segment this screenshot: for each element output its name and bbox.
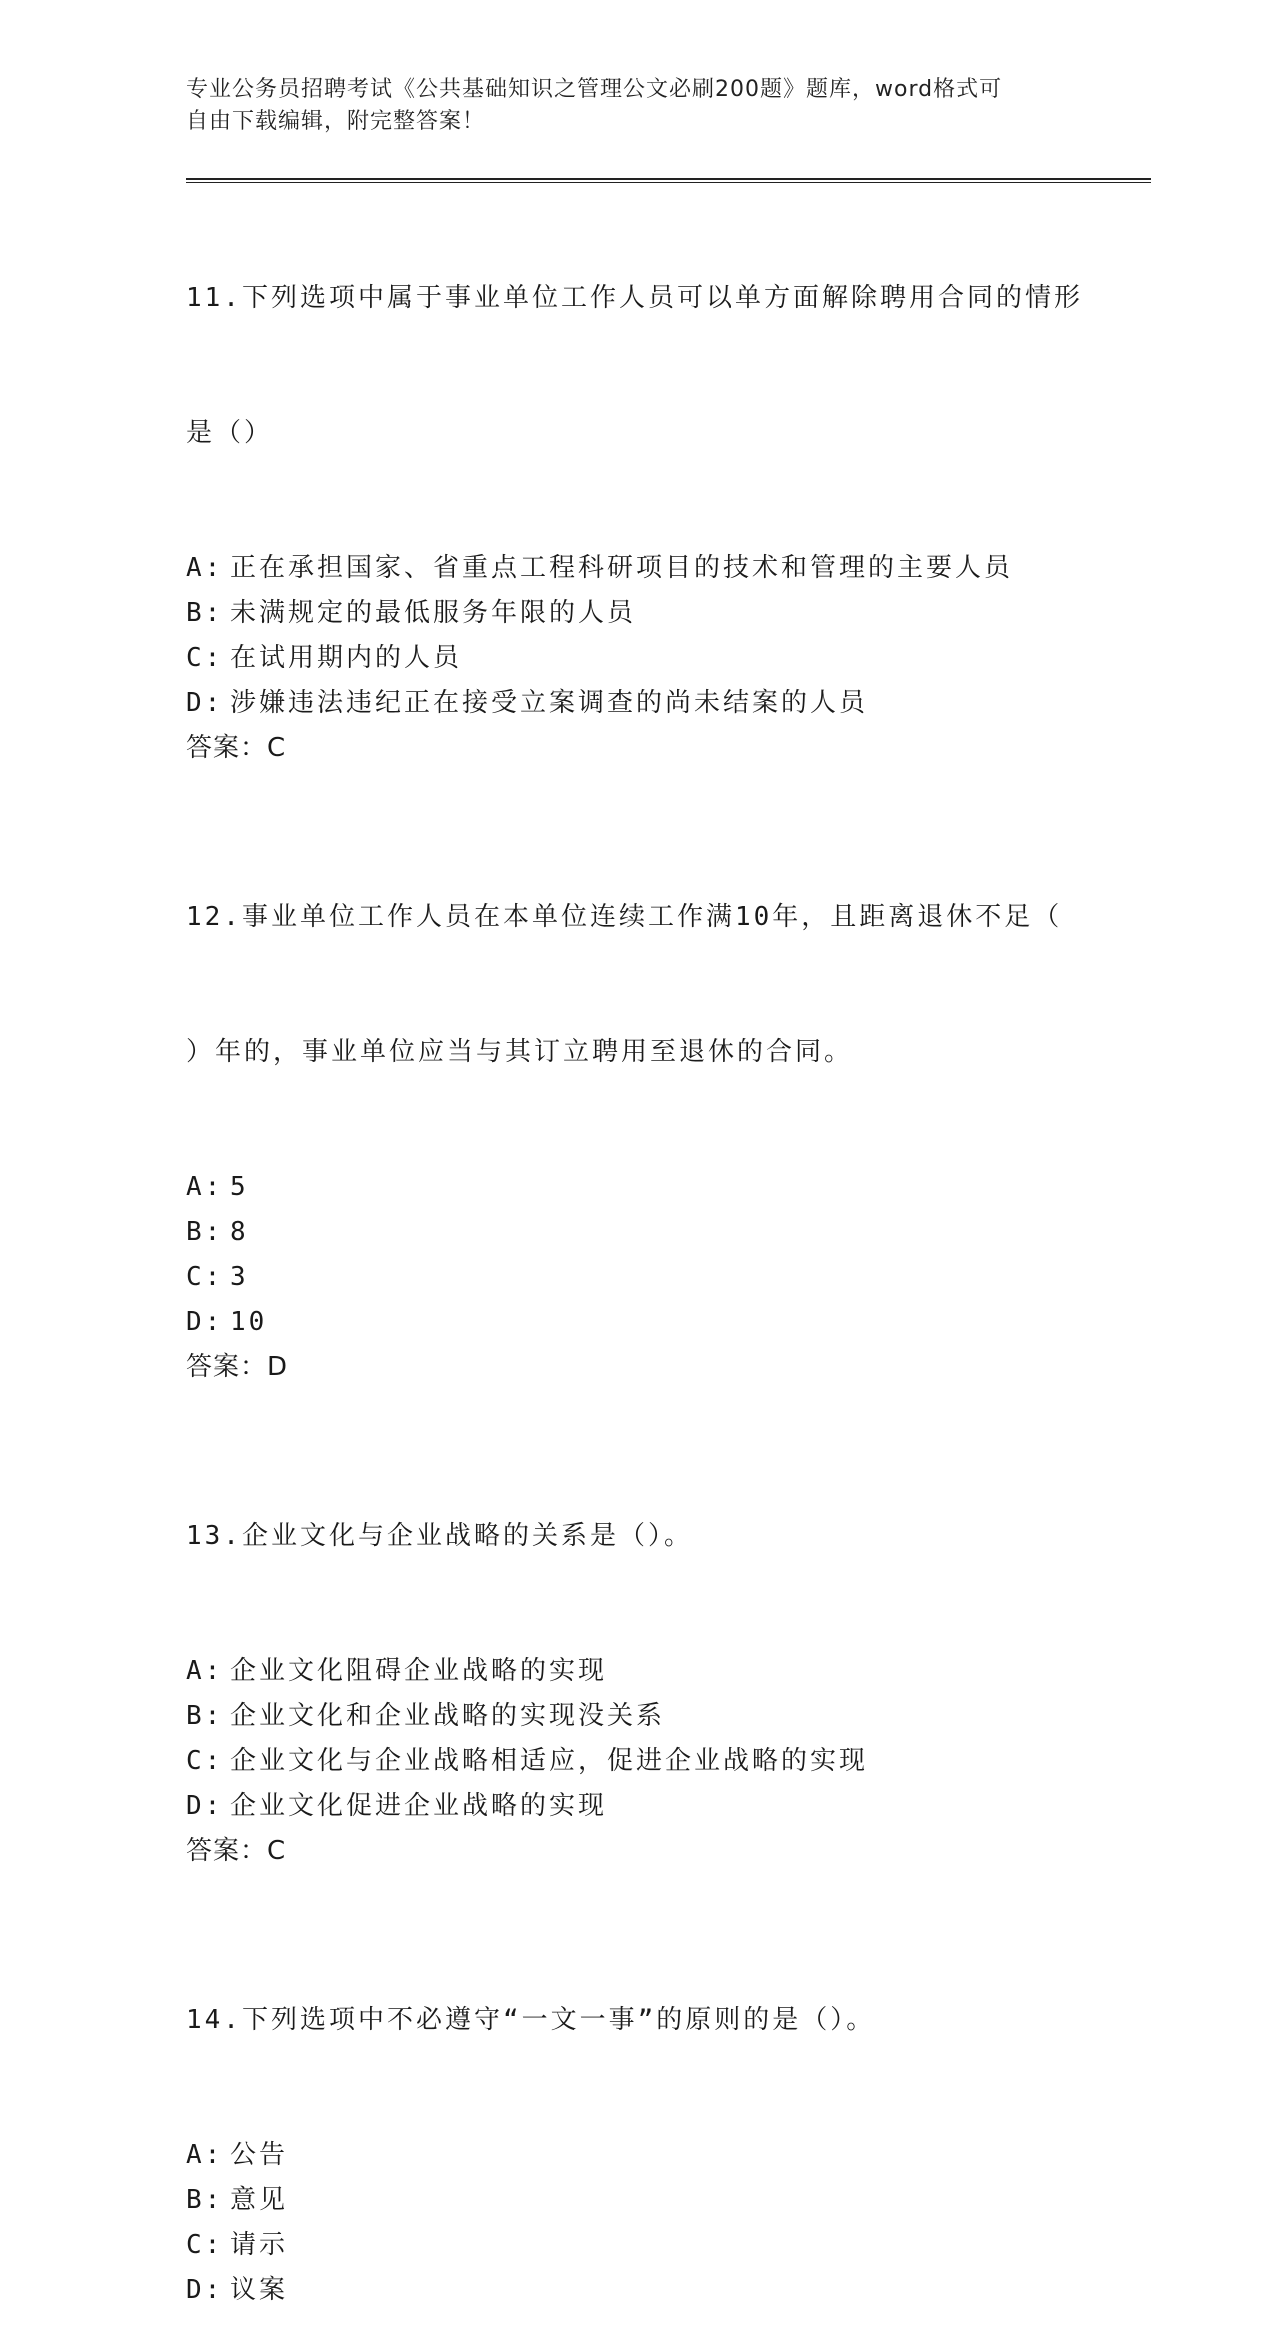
- question-14: [186, 1908, 1086, 2313]
- option-letter: B:: [186, 1701, 224, 1731]
- option-text: 企业文化阻碍企业战略的实现: [230, 1656, 608, 1686]
- question-stem-line: 14.下列选项中不必遵守“一文一事”的原则的是（）。: [186, 2005, 876, 2035]
- option-text: 涉嫌违法违纪正在接受立案调查的尚未结案的人员: [230, 688, 869, 718]
- option-letter: D:: [186, 2275, 224, 2305]
- question-list: [186, 186, 1086, 2347]
- option-text: 议案: [230, 2275, 289, 2305]
- option-letter: A:: [186, 1656, 224, 1686]
- option-letter: D:: [186, 1307, 224, 1337]
- option-text: 企业文化和企业战略的实现没关系: [230, 1701, 666, 1731]
- option-text: 意见: [230, 2185, 289, 2215]
- option-letter: A:: [186, 553, 224, 583]
- question-stem-line: ）年的，事业单位应当与其订立聘用至退休的合同。: [186, 1037, 854, 1067]
- option-d: [186, 2268, 1086, 2313]
- option-text: 企业文化与企业战略相适应，促进企业战略的实现: [230, 1746, 869, 1776]
- option-text: 5: [230, 1172, 249, 1202]
- answer-label: 答案：C: [186, 733, 287, 763]
- question-11: [186, 186, 1086, 771]
- option-text: 在试用期内的人员: [230, 643, 463, 673]
- option-d: [186, 1300, 1086, 1345]
- option-c: [186, 1255, 1086, 1300]
- option-d: [186, 1784, 1086, 1829]
- question-stem-line: 11.下列选项中属于事业单位工作人员可以单方面解除聘用合同的情形: [186, 283, 1083, 313]
- question-stem-line: 13.企业文化与企业战略的关系是（）。: [186, 1521, 693, 1551]
- option-a: [186, 1649, 1086, 1694]
- question-stem-line: 12.事业单位工作人员在本单位连续工作满10年，且距离退休不足（: [186, 902, 1063, 932]
- option-b: [186, 1694, 1086, 1739]
- option-b: [186, 2178, 1086, 2223]
- question-12: [186, 805, 1086, 1390]
- option-letter: D:: [186, 688, 224, 718]
- question-stem: [186, 1908, 1086, 2133]
- option-text: 正在承担国家、省重点工程科研项目的技术和管理的主要人员: [230, 553, 1014, 583]
- question-stem: [186, 186, 1086, 546]
- option-a: [186, 1165, 1086, 1210]
- option-a: [186, 2133, 1086, 2178]
- header-divider-thin: [186, 182, 1151, 183]
- option-text: 请示: [230, 2230, 289, 2260]
- answer-label: 答案：C: [186, 1836, 287, 1866]
- option-d: [186, 681, 1086, 726]
- option-text: 10: [230, 1307, 268, 1337]
- question-stem: [186, 805, 1086, 1165]
- option-letter: C:: [186, 1746, 224, 1776]
- option-a: [186, 546, 1086, 591]
- option-b: [186, 1210, 1086, 1255]
- header-line-2: 自由下载编辑，附完整答案！: [186, 109, 486, 134]
- document-header: [186, 74, 1066, 138]
- option-letter: A:: [186, 1172, 224, 1202]
- option-c: [186, 1739, 1086, 1784]
- answer-label: 答案：D: [186, 1352, 289, 1382]
- option-letter: C:: [186, 2230, 224, 2260]
- header-line-1: 专业公务员招聘考试《公共基础知识之管理公文必刷200题》题库，word格式可: [186, 77, 1003, 102]
- option-letter: D:: [186, 1791, 224, 1821]
- question-stem: [186, 1424, 1086, 1649]
- option-b: [186, 591, 1086, 636]
- option-letter: B:: [186, 1217, 224, 1247]
- option-letter: C:: [186, 643, 224, 673]
- option-letter: B:: [186, 598, 224, 628]
- option-letter: C:: [186, 1262, 224, 1292]
- question-13: [186, 1424, 1086, 1874]
- option-text: 3: [230, 1262, 249, 1292]
- option-c: [186, 2223, 1086, 2268]
- option-letter: B:: [186, 2185, 224, 2215]
- header-divider-thick: [186, 178, 1151, 180]
- option-text: 8: [230, 1217, 249, 1247]
- option-text: 公告: [230, 2140, 289, 2170]
- option-c: [186, 636, 1086, 681]
- question-stem-line: 是（）: [186, 418, 274, 448]
- option-letter: A:: [186, 2140, 224, 2170]
- option-text: 未满规定的最低服务年限的人员: [230, 598, 637, 628]
- option-text: 企业文化促进企业战略的实现: [230, 1791, 608, 1821]
